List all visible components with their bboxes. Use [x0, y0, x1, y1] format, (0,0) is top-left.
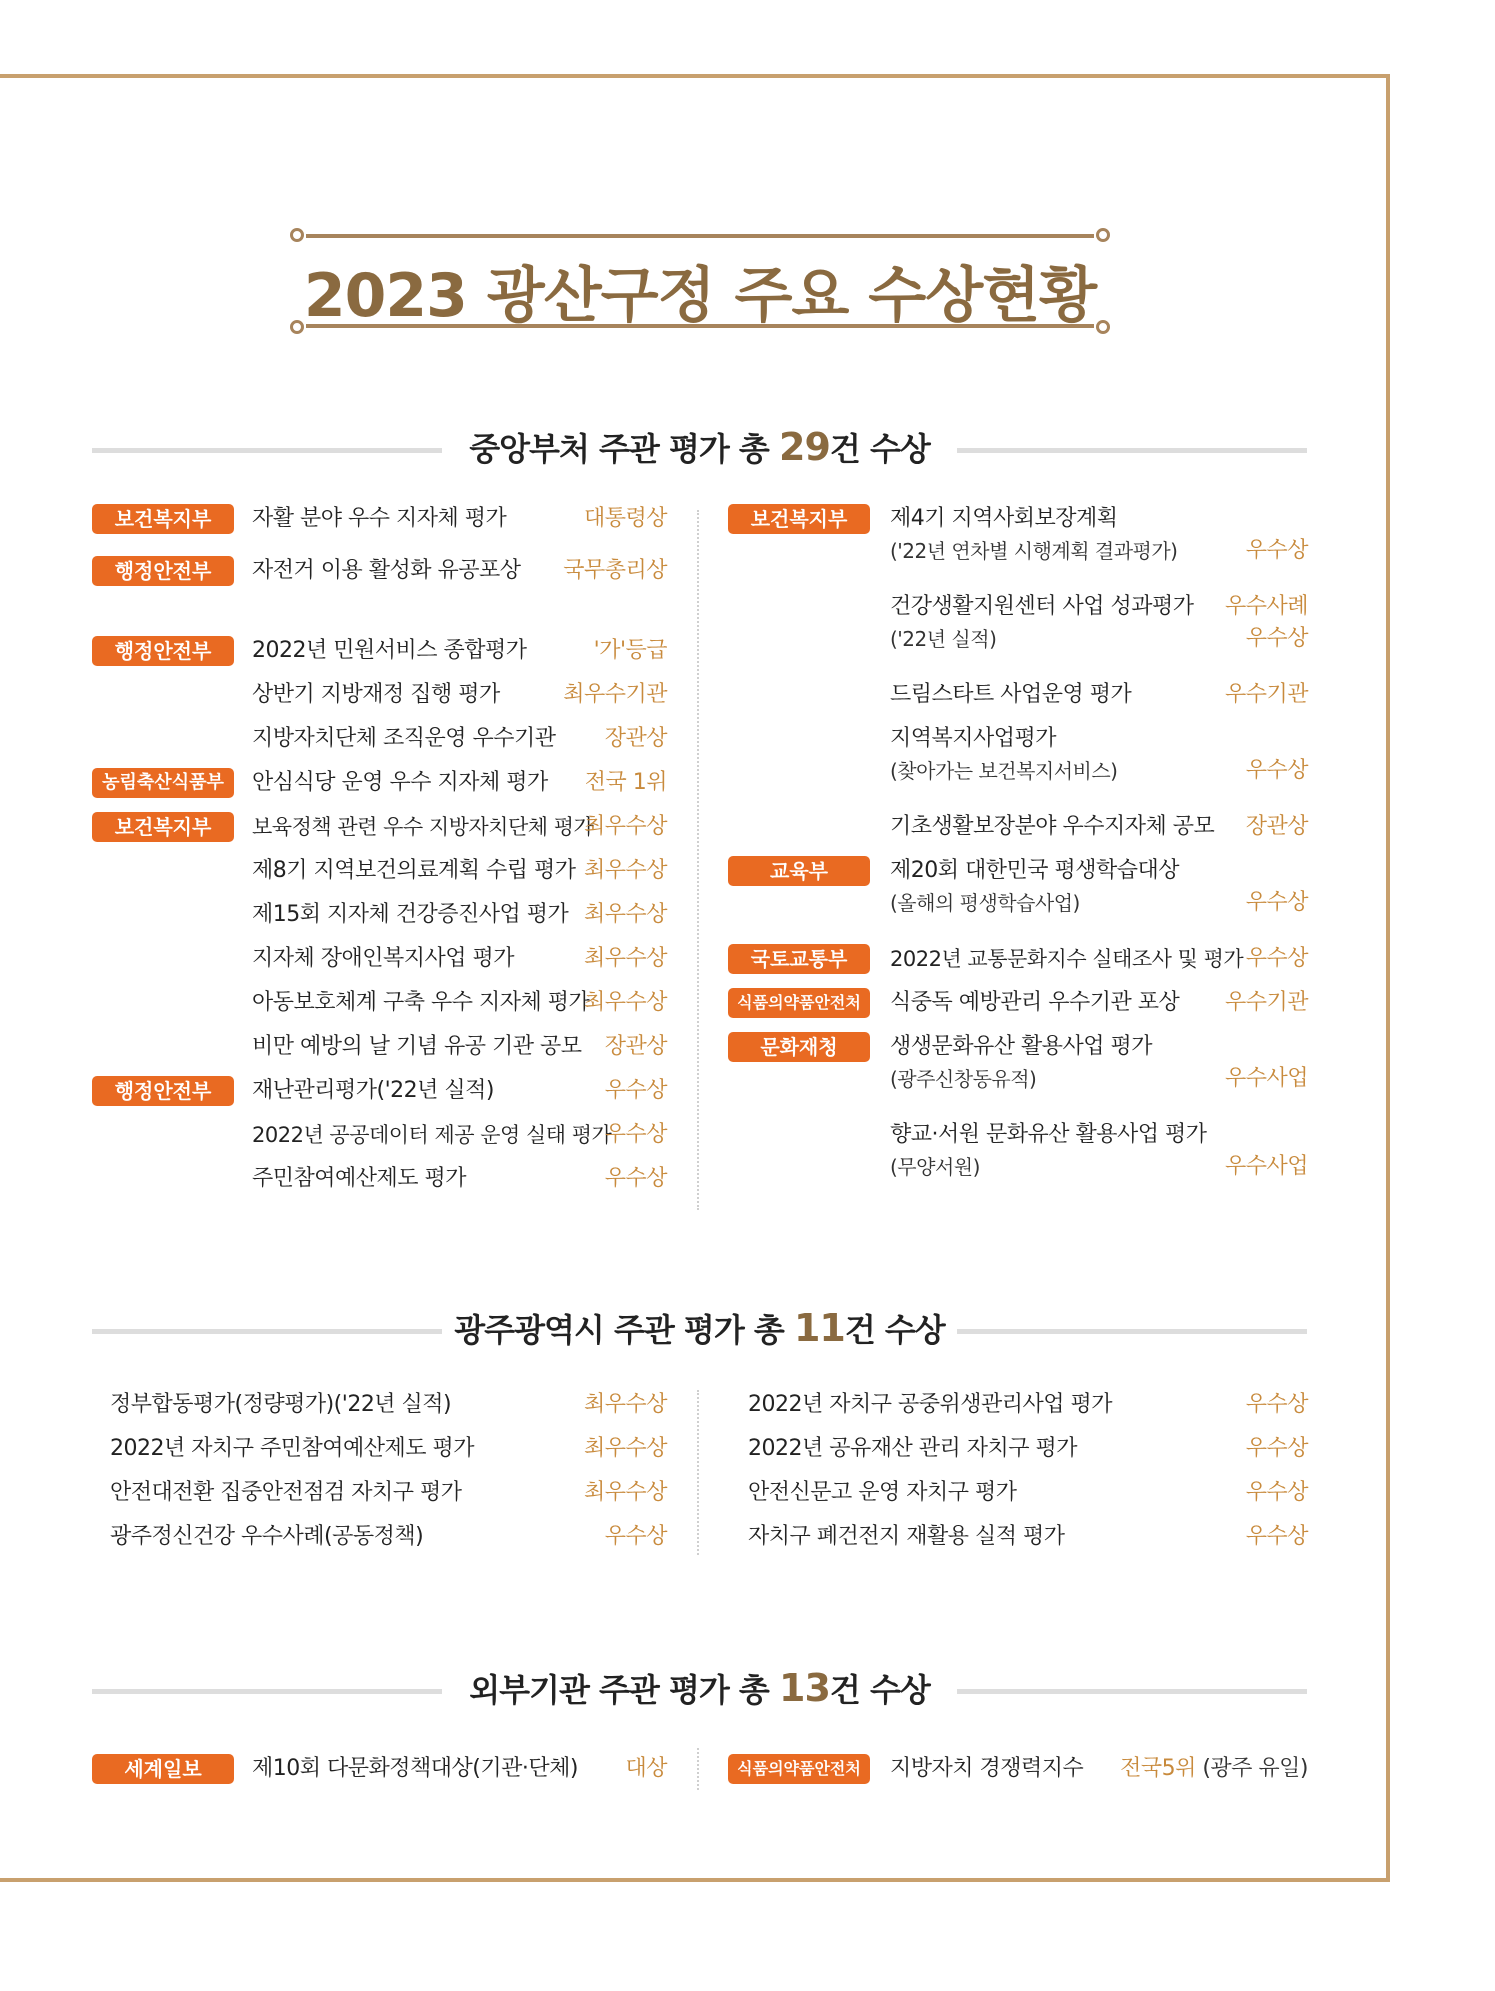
column-divider [697, 1748, 699, 1790]
award-value: 대통령상 [583, 506, 667, 531]
list-item [92, 810, 667, 844]
list-item-sub [728, 1150, 1308, 1184]
award-value: 우수상 [604, 1524, 667, 1549]
list-item [92, 1118, 667, 1152]
ministry-tag: 식품의약품안전처 [728, 988, 870, 1018]
list-item [748, 1432, 1308, 1466]
item-label: 자치구 폐건전지 재활용 실적 평가 [748, 1524, 1065, 1549]
award-value: 최우수기관 [563, 682, 667, 707]
banner-curl-icon [1096, 228, 1110, 242]
list-item [110, 1432, 667, 1466]
heading-rule [957, 1329, 1307, 1334]
section-heading-text: 광주광역시 주관 평가 총 11건 수상 [454, 1306, 945, 1350]
list-item [728, 942, 1308, 976]
award-value: '가'등급 [593, 638, 667, 663]
list-item [92, 554, 667, 588]
item-label: 지역복지사업평가 [890, 726, 1057, 751]
item-label: 2022년 교통문화지수 실태조사 및 평가 [890, 947, 1244, 971]
award-value [1120, 1752, 1308, 1786]
item-label: 2022년 공유재산 관리 자치구 평가 [748, 1436, 1077, 1461]
column-divider [697, 1390, 699, 1555]
award-value: 전국 1위 [584, 770, 667, 795]
award-value: 우수상 [1245, 1480, 1308, 1505]
heading-rule [92, 1689, 442, 1694]
item-label: 2022년 자치구 주민참여예산제도 평가 [110, 1436, 474, 1461]
heading-rule [957, 448, 1307, 453]
item-label: 자활 분야 우수 지자체 평가 [252, 506, 507, 531]
item-label: 드림스타트 사업운영 평가 [890, 682, 1132, 707]
list-item [92, 986, 667, 1020]
item-label: 2022년 자치구 공중위생관리사업 평가 [748, 1392, 1112, 1417]
item-sublabel: (무양서원) [890, 1155, 980, 1179]
item-label: 제15회 지자체 건강증진사업 평가 [252, 902, 569, 927]
list-item [92, 502, 667, 536]
item-label: 재난관리평가('22년 실적) [252, 1078, 494, 1103]
award-value: 최우수상 [583, 1392, 667, 1417]
award-value: 우수사업 [1224, 1154, 1308, 1179]
list-item [92, 634, 667, 668]
award-value: 최우수상 [583, 1480, 667, 1505]
award-value: 우수상 [1245, 758, 1308, 783]
award-value: 우수상 [1245, 626, 1308, 651]
award-value: 최우수상 [583, 902, 667, 927]
list-item [92, 1074, 667, 1108]
column-divider [697, 510, 699, 1210]
ministry-tag: 행정안전부 [92, 1076, 234, 1106]
list-item-sub [728, 622, 1308, 656]
list-item [92, 722, 667, 756]
award-value: 우수상 [1245, 1392, 1308, 1417]
item-label: 2022년 민원서비스 종합평가 [252, 638, 527, 663]
ministry-tag: 보건복지부 [92, 812, 234, 842]
item-label: 향교·서원 문화유산 활용사업 평가 [890, 1122, 1207, 1147]
item-label: 제10회 다문화정책대상(기관·단체) [252, 1756, 578, 1781]
list-item [92, 942, 667, 976]
item-label: 제8기 지역보건의료계획 수립 평가 [252, 858, 576, 883]
list-item [92, 1030, 667, 1064]
list-item-sub [728, 886, 1308, 920]
award-value: 우수상 [1245, 890, 1308, 915]
list-item [728, 1030, 1308, 1064]
item-sublabel: (올해의 평생학습사업) [890, 891, 1080, 915]
heading-rule [92, 1329, 442, 1334]
section-heading-text: 중앙부처 주관 평가 총 29건 수상 [469, 425, 930, 469]
award-value: 우수상 [604, 1122, 667, 1147]
award-value: 최우수상 [583, 1436, 667, 1461]
list-item [92, 766, 667, 800]
list-item [728, 502, 1308, 536]
ministry-tag: 농림축산식품부 [92, 768, 234, 798]
list-item [728, 854, 1308, 888]
list-item-sub [728, 1062, 1308, 1096]
list-item [92, 854, 667, 888]
list-item [728, 986, 1308, 1020]
item-sublabel: ('22년 실적) [890, 627, 997, 651]
section-heading-city [92, 1305, 1307, 1355]
award-value: 장관상 [604, 1034, 667, 1059]
section-heading-text: 외부기관 주관 평가 총 13건 수상 [469, 1666, 930, 1710]
item-label: 안전신문고 운영 자치구 평가 [748, 1480, 1017, 1505]
item-label: 지자체 장애인복지사업 평가 [252, 946, 515, 971]
list-item [110, 1476, 667, 1510]
award-value: 우수상 [1245, 1524, 1308, 1549]
item-label: 지방자치단체 조직운영 우수기관 [252, 726, 556, 751]
list-item [110, 1388, 667, 1422]
item-label: 기초생활보장분야 우수지자체 공모 [890, 814, 1215, 839]
section-heading-central [92, 424, 1307, 474]
award-value: 최우수상 [583, 858, 667, 883]
list-item [92, 898, 667, 932]
item-label: 제20회 대한민국 평생학습대상 [890, 858, 1180, 883]
award-value: 우수상 [1245, 538, 1308, 563]
list-item [748, 1476, 1308, 1510]
list-item [728, 678, 1308, 712]
item-label: 제4기 지역사회보장계획 [890, 506, 1118, 531]
award-value: 우수사업 [1224, 1066, 1308, 1091]
award-value: 최우수상 [583, 990, 667, 1015]
item-label: 주민참여예산제도 평가 [252, 1166, 467, 1191]
ministry-tag: 문화재청 [728, 1032, 870, 1062]
page-title: 2023 광산구정 주요 수상현황 [303, 261, 1097, 331]
award-value: 우수기관 [1224, 990, 1308, 1015]
award-value: 우수상 [1245, 946, 1308, 971]
banner-rule-top [306, 234, 1094, 238]
award-value: 최우수상 [583, 814, 667, 839]
award-value: 우수상 [1245, 1436, 1308, 1461]
heading-rule [92, 448, 442, 453]
list-item [728, 722, 1308, 756]
award-rank: 전국5위 [1120, 1756, 1196, 1781]
item-label: 2022년 공공데이터 제공 운영 실태 평가 [252, 1123, 612, 1147]
list-item [92, 1162, 667, 1196]
award-value: 우수상 [604, 1078, 667, 1103]
item-label: 보육정책 관련 우수 지방자치단체 평가 [252, 815, 594, 839]
list-item [728, 1752, 1308, 1786]
ministry-tag: 행정안전부 [92, 636, 234, 666]
item-label: 생생문화유산 활용사업 평가 [890, 1034, 1153, 1059]
award-value: 우수기관 [1224, 682, 1308, 707]
heading-rule [957, 1689, 1307, 1694]
list-item [748, 1520, 1308, 1554]
ministry-tag: 행정안전부 [92, 556, 234, 586]
item-label: 안전대전환 집중안전점검 자치구 평가 [110, 1480, 462, 1505]
list-item-sub [728, 754, 1308, 788]
award-note: (광주 유일) [1195, 1756, 1308, 1781]
item-label: 광주정신건강 우수사례(공동정책) [110, 1524, 424, 1549]
list-item-sub [728, 534, 1308, 568]
award-value: 장관상 [604, 726, 667, 751]
award-value: 최우수상 [583, 946, 667, 971]
item-label: 지방자치 경쟁력지수 [890, 1756, 1084, 1781]
list-item [110, 1520, 667, 1554]
section-heading-external [92, 1665, 1307, 1715]
ministry-tag: 국토교통부 [728, 944, 870, 974]
ministry-tag: 식품의약품안전처 [728, 1754, 870, 1784]
ministry-tag: 보건복지부 [92, 504, 234, 534]
list-item [728, 1118, 1308, 1152]
item-label: 식중독 예방관리 우수기관 포상 [890, 990, 1180, 1015]
award-value: 우수사례 [1224, 594, 1308, 619]
list-item [92, 678, 667, 712]
list-item [92, 1752, 667, 1786]
ministry-tag: 보건복지부 [728, 504, 870, 534]
award-value: 국무총리상 [563, 558, 667, 583]
item-label: 상반기 지방재정 집행 평가 [252, 682, 500, 707]
item-label: 정부합동평가(정량평가)('22년 실적) [110, 1392, 452, 1417]
list-item [748, 1388, 1308, 1422]
item-label: 비만 예방의 날 기념 유공 기관 공모 [252, 1034, 582, 1059]
ministry-tag: 세계일보 [92, 1754, 234, 1784]
ministry-tag: 교육부 [728, 856, 870, 886]
item-sublabel: (찾아가는 보건복지서비스) [890, 759, 1118, 783]
award-value: 우수상 [604, 1166, 667, 1191]
list-item [728, 810, 1308, 844]
list-item [728, 590, 1308, 624]
item-sublabel: (광주신창동유적) [890, 1067, 1037, 1091]
title-banner [290, 226, 1110, 336]
item-label: 안심식당 운영 우수 지자체 평가 [252, 770, 548, 795]
award-value: 장관상 [1245, 814, 1308, 839]
banner-curl-icon [290, 228, 304, 242]
item-label: 자전거 이용 활성화 유공포상 [252, 558, 521, 583]
item-sublabel: ('22년 연차별 시행계획 결과평가) [890, 539, 1178, 563]
item-label: 건강생활지원센터 사업 성과평가 [890, 594, 1194, 619]
page-frame [0, 74, 1390, 1882]
item-label: 아동보호체계 구축 우수 지자체 평가 [252, 990, 590, 1015]
award-value: 대상 [625, 1756, 667, 1781]
